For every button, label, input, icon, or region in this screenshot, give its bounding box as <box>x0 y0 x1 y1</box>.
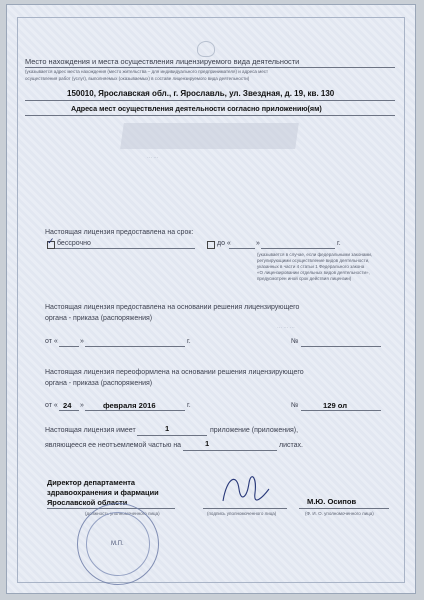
rule <box>55 248 195 249</box>
ghost-text: ··· ··· <box>147 155 159 161</box>
term-note-2: регулирующими осуществление видов деятельности, <box>257 258 370 263</box>
term-label: Настоящая лицензия предоставлена на срок: <box>45 229 194 236</box>
place-note-2: осуществления работ (услуг), выполняемых (оказываемых) в составе лицензируемого вида деятельности) <box>25 76 250 81</box>
ghost-text: ··· ··· ··· <box>277 325 295 331</box>
appendix-count: 1 <box>165 424 170 433</box>
term-note-4: «О лицензировании отдельных видов деятельности», <box>257 270 370 275</box>
sign-note: (подпись уполномоченного лица) <box>207 511 277 516</box>
until-label: до « <box>217 240 231 247</box>
rule <box>85 346 185 347</box>
reissue-line-2: органа - приказа (распоряжения) <box>45 380 153 387</box>
rule <box>301 410 381 411</box>
rule <box>183 450 277 451</box>
basis-line-2: органа - приказа (распоряжения) <box>45 315 153 322</box>
rule <box>229 248 255 249</box>
basis-num: № <box>291 338 299 345</box>
basis-line-1: Настоящая лицензия предоставлена на основании решения лицензирующего <box>45 304 300 311</box>
rule <box>25 115 395 116</box>
seal-mark: М.П. <box>111 541 124 547</box>
rule <box>59 410 79 411</box>
reissue-num: № <box>291 402 299 409</box>
check-mark-icon: ✓ <box>47 236 55 246</box>
until-year: г. <box>337 240 341 247</box>
rule <box>203 508 287 509</box>
basis-year: г. <box>187 338 191 345</box>
term-note-5: предусмотрен иной срок действия лицензии) <box>257 276 352 281</box>
rule <box>261 248 335 249</box>
rule <box>299 508 389 509</box>
rule <box>301 346 381 347</box>
rule <box>85 410 185 411</box>
appendix-line-2b: листах. <box>279 442 303 449</box>
show-through-watermark <box>120 123 299 149</box>
place-title: Место нахождения и места осуществления лицензируемого вида деятельности <box>25 57 300 66</box>
until-mid: » <box>256 240 260 247</box>
reissue-year: г. <box>187 402 191 409</box>
place-note-1: (указывается адрес места нахождения (место жительства – для индивидуального предпринимателя) и адреса мест <box>25 69 269 74</box>
appendix-line-1a: Настоящая лицензия имеет <box>45 427 136 434</box>
rule <box>137 435 207 436</box>
position-line-2: здравоохранения и фармации <box>47 488 159 497</box>
appendix-line-2a: являющееся ее неотъемлемой частью на <box>45 442 182 449</box>
reissue-from: от « <box>45 402 58 409</box>
rule <box>59 346 79 347</box>
rule <box>25 100 395 101</box>
until-checkbox <box>207 241 215 249</box>
signer-name: М.Ю. Осипов <box>307 497 357 506</box>
rule <box>25 67 395 68</box>
sheet-count: 1 <box>205 439 210 448</box>
license-back-page <box>6 4 416 594</box>
position-line-3: Ярославской области <box>47 498 128 507</box>
position-note: (должность уполномоченного лица) <box>85 511 160 516</box>
term-note-3: указанных в части 4 статьи 1 Федерального закона <box>257 264 365 269</box>
address: 150010, Ярославская обл., г. Ярославль, ул. Звездная, д. 19, кв. 130 <box>67 89 335 98</box>
reissue-day: 24 <box>63 401 72 410</box>
reissue-month: февраля 2016 <box>103 401 156 410</box>
reissue-number: 129 ол <box>323 401 348 410</box>
reissue-line-1: Настоящая лицензия переоформлена на основании решения лицензирующего <box>45 369 304 376</box>
basis-mid: » <box>80 338 84 345</box>
reissue-mid: » <box>80 402 84 409</box>
indefinite-label: бессрочно <box>57 240 91 247</box>
term-note-1: (указывается в случае, если федеральными законами, <box>257 252 373 257</box>
signature-scribble <box>217 467 275 511</box>
appendix-line-1b: приложение (приложения), <box>210 427 299 434</box>
basis-from: от « <box>45 338 58 345</box>
emblem-watermark-icon <box>197 41 215 57</box>
name-note: (Ф. И. О. уполномоченного лица) <box>305 511 374 516</box>
position-line-1: Директор департамента <box>47 478 136 487</box>
appendix-line: Адреса мест осуществления деятельности согласно приложению(ям) <box>71 104 322 113</box>
